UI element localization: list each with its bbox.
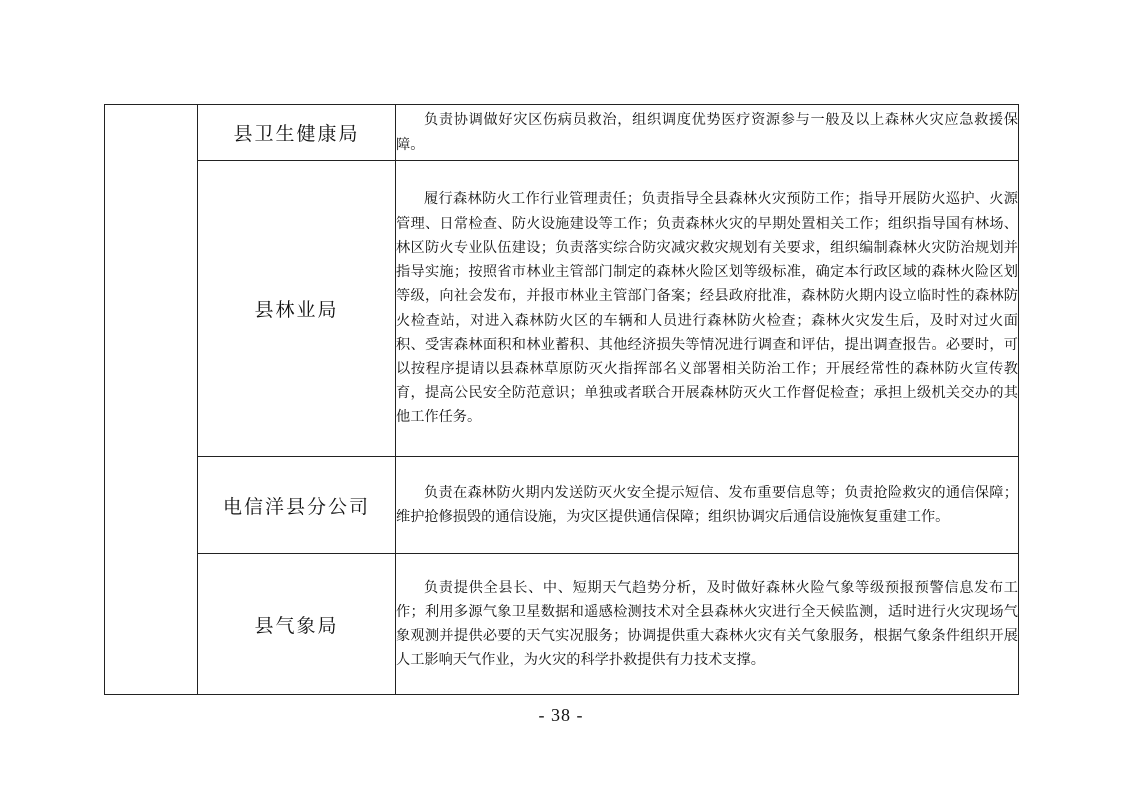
duty-cell: 负责在森林防火期内发送防灭火安全提示短信、发布重要信息等；负责抢险救灾的通信保障；维护抢修损毁的通信设施，为灾区提供通信保障；组织协调灾后通信设施恢复重建工作。	[396, 457, 1019, 554]
page-number: - 38 -	[538, 705, 584, 725]
duty-table	[104, 104, 1019, 695]
table-row	[105, 105, 1019, 161]
table-row	[105, 457, 1019, 554]
department-cell: 电信洋县分公司	[198, 457, 396, 554]
merged-category-cell	[105, 105, 198, 695]
department-cell: 县气象局	[198, 554, 396, 695]
table-row	[105, 554, 1019, 695]
department-cell: 县林业局	[198, 161, 396, 457]
table-row	[105, 161, 1019, 457]
department-cell: 县卫生健康局	[198, 105, 396, 161]
duty-cell: 负责提供全县长、中、短期天气趋势分析，及时做好森林火险气象等级预报预警信息发布工作；利用多源气象卫星数据和遥感检测技术对全县森林火灾进行全天候监测，适时进行火灾现场气象观测并提供必要的天气实况服务；协调提供重大森林火灾有关气象服务，根据气象条件组织开展人工影响天气作业，为火灾的科学扑救提供有力技术支撑。	[396, 554, 1019, 695]
duty-cell: 履行森林防火工作行业管理责任；负责指导全县森林火灾预防工作；指导开展防火巡护、火源管理、日常检查、防火设施建设等工作；负责森林火灾的早期处置相关工作；组织指导国有林场、林区防火专业队伍建设；负责落实综合防灾减灾救灾规划有关要求，组织编制森林火灾防治规划并指导实施；按照省市林业主管部门制定的森林火险区划等级标准，确定本行政区域的森林火险区划等级，向社会发布，并报市林业主管部门备案；经县政府批准，森林防火期内设立临时性的森林防火检查站，对进入森林防火区的车辆和人员进行森林防火检查；森林火灾发生后，及时对过火面积、受害森林面积和林业蓄积、其他经济损失等情况进行调查和评估，提出调查报告。必要时，可以按程序提请以县森林草原防灭火指挥部名义部署相关防治工作；开展经常性的森林防火宣传教育，提高公民安全防范意识；单独或者联合开展森林防灭火工作督促检查；承担上级机关交办的其他工作任务。	[396, 161, 1019, 457]
duty-cell: 负责协调做好灾区伤病员救治，组织调度优势医疗资源参与一般及以上森林火灾应急救援保障。	[396, 105, 1019, 161]
